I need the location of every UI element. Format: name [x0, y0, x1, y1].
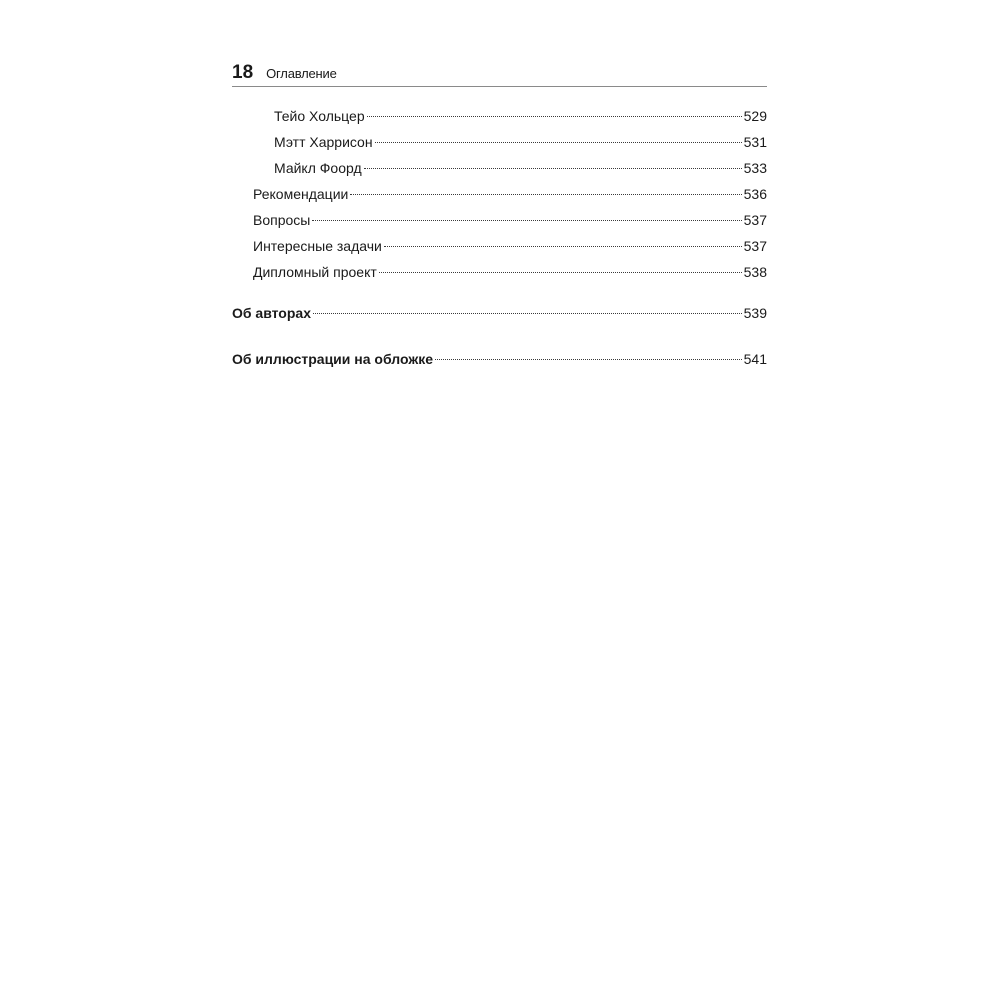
toc-entry-page: 541 [743, 351, 767, 367]
toc-entry-page: 539 [743, 305, 767, 321]
toc-entry-page: 533 [743, 160, 767, 176]
dot-leader [367, 116, 742, 117]
toc-entry-page: 536 [743, 186, 767, 202]
toc-entry-title: Об авторах [232, 305, 311, 321]
table-of-contents [232, 103, 767, 372]
toc-entry-title: Рекомендации [253, 186, 349, 202]
toc-entry-title: Дипломный проект [253, 264, 377, 280]
toc-entry-interesting-tasks[interactable] [232, 233, 767, 259]
toc-entry-matt-harrison[interactable] [232, 129, 767, 155]
page-number: 18 [232, 62, 254, 83]
toc-entry-title: Об иллюстрации на обложке [232, 351, 434, 367]
book-page [232, 60, 767, 372]
toc-entry-questions[interactable] [232, 207, 767, 233]
toc-entry-title: Вопросы [253, 212, 311, 228]
toc-entry-title: Мэтт Харрисон [274, 134, 373, 150]
toc-entry-about-authors[interactable] [232, 300, 767, 326]
toc-entry-teyo-holtser[interactable] [232, 103, 767, 129]
dot-leader [312, 220, 741, 221]
toc-entry-title: Тейо Хольцер [274, 108, 365, 124]
toc-entry-recommendations[interactable] [232, 181, 767, 207]
toc-entry-title: Майкл Фоорд [274, 160, 362, 176]
toc-entry-page: 538 [743, 264, 767, 280]
toc-entry-diploma-project[interactable] [232, 259, 767, 285]
toc-entry-page: 531 [743, 134, 767, 150]
dot-leader [435, 359, 742, 360]
toc-entry-title: Интересные задачи [253, 238, 382, 254]
dot-leader [379, 272, 742, 273]
toc-entry-page: 537 [743, 212, 767, 228]
dot-leader [350, 194, 741, 195]
header-title: Оглавление [266, 66, 337, 81]
dot-leader [313, 313, 742, 314]
toc-entry-about-cover[interactable] [232, 346, 767, 372]
toc-entry-michael-foord[interactable] [232, 155, 767, 181]
running-header [232, 60, 767, 87]
dot-leader [375, 142, 742, 143]
toc-entry-page: 537 [743, 238, 767, 254]
dot-leader [364, 168, 742, 169]
toc-entry-page: 529 [743, 108, 767, 124]
dot-leader [384, 246, 742, 247]
